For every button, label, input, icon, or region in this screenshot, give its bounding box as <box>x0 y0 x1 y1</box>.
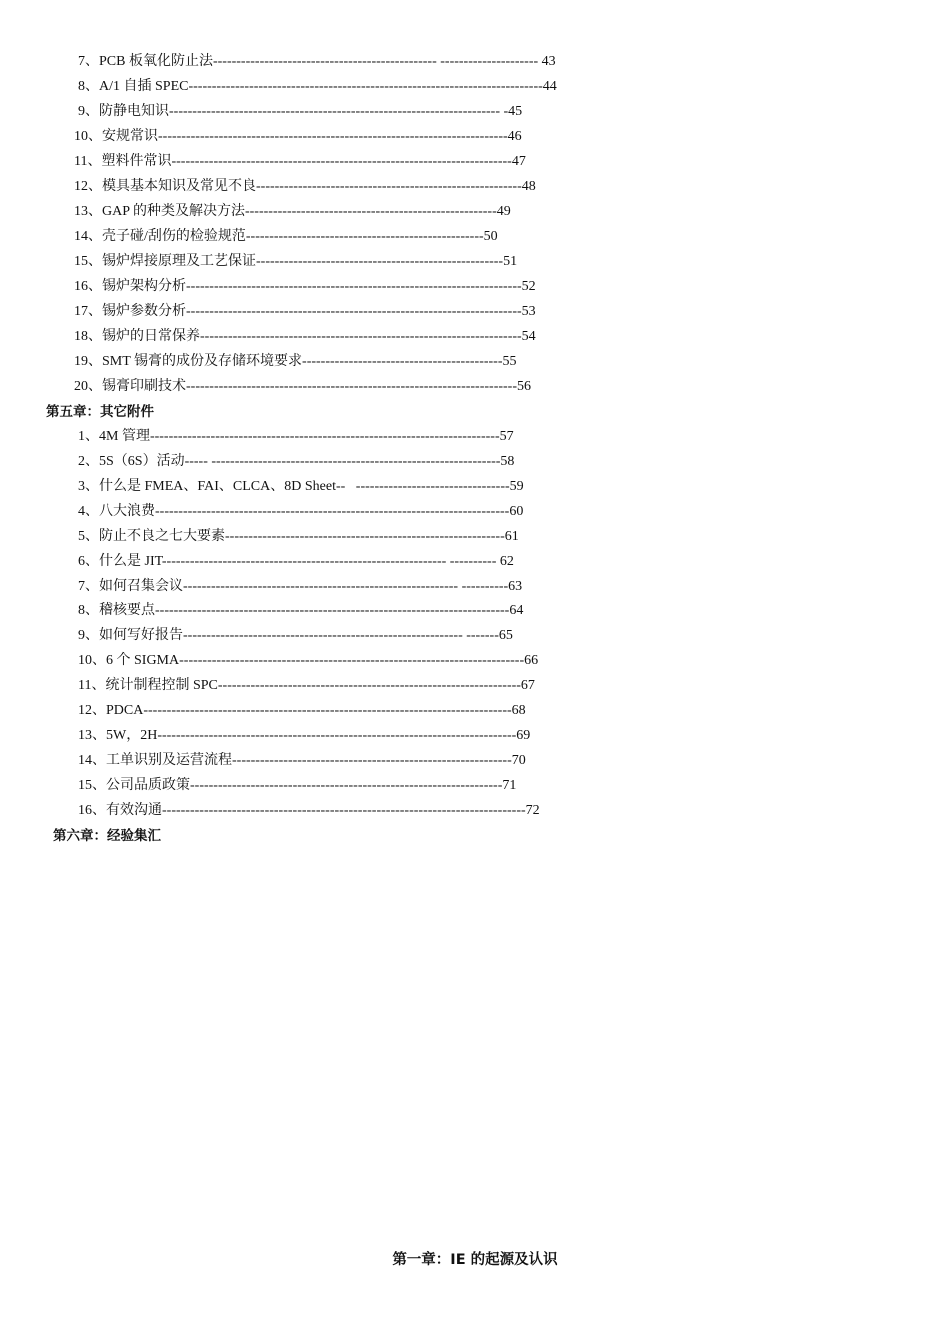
toc-entry[interactable]: 8、稽核要点----------------------------------------------------------------------------64 <box>78 603 524 618</box>
toc-entry[interactable]: 13、GAP 的种类及解决方法------------------------------------------------------49 <box>74 204 511 219</box>
chapter-one-heading: 第一章：IE 的起源及认识 <box>392 1252 558 1268</box>
toc-entry[interactable]: 7、PCB 板氧化防止法------------------------------------------------ --------------------- 43 <box>78 54 556 69</box>
toc-entry[interactable]: 14、壳子碰/刮伤的检验规范---------------------------------------------------50 <box>74 229 498 244</box>
toc-entry[interactable]: 11、统计制程控制 SPC-----------------------------------------------------------------67 <box>78 678 535 693</box>
toc-entry[interactable]: 16、锡炉架构分析------------------------------------------------------------------------52 <box>74 279 536 294</box>
toc-entry[interactable]: 5、防止不良之七大要素------------------------------------------------------------61 <box>78 529 519 544</box>
toc-entry[interactable]: 12、模具基本知识及常见不良---------------------------------------------------------48 <box>74 179 536 194</box>
toc-entry[interactable]: 11、塑料件常识-------------------------------------------------------------------------47 <box>74 154 526 169</box>
toc-entry[interactable]: 2、5S（6S）活动----- --------------------------------------------------------------58 <box>78 454 515 469</box>
chapter-heading-6[interactable]: 第六章：经验集汇 <box>53 828 161 844</box>
toc-entry[interactable]: 18、锡炉的日常保养---------------------------------------------------------------------54 <box>74 329 536 344</box>
toc-entry[interactable]: 7、如何召集会议----------------------------------------------------------- ----------63 <box>78 579 523 594</box>
toc-entry[interactable]: 9、如何写好报告------------------------------------------------------------ -------65 <box>78 628 513 643</box>
toc-entry[interactable]: 15、公司品质政策-------------------------------------------------------------------71 <box>78 778 517 793</box>
toc-entry[interactable]: 8、A/1 自插 SPEC----------------------------------------------------------------------------44 <box>78 79 557 94</box>
toc-entry[interactable]: 10、安规常识---------------------------------------------------------------------------46 <box>74 129 522 144</box>
toc-entry[interactable]: 1、4M 管理---------------------------------------------------------------------------57 <box>78 429 514 444</box>
toc-entry[interactable]: 20、锡膏印刷技术-----------------------------------------------------------------------56 <box>74 379 532 394</box>
toc-entry[interactable]: 12、PDCA-------------------------------------------------------------------------------68 <box>78 703 526 718</box>
toc-entry[interactable]: 14、工单识别及运营流程------------------------------------------------------------70 <box>78 753 526 768</box>
toc-entry[interactable]: 15、锡炉焊接原理及工艺保证-----------------------------------------------------51 <box>74 254 518 269</box>
toc-entry[interactable]: 6、什么是 JIT------------------------------------------------------------- ---------- 62 <box>78 554 514 569</box>
toc-entry[interactable]: 17、锡炉参数分析------------------------------------------------------------------------53 <box>74 304 536 319</box>
toc-entry[interactable]: 3、什么是 FMEA、FAI、CLCA、8D Sheet-- ---------------------------------59 <box>78 479 524 494</box>
toc-entry[interactable]: 13、5W，2H-----------------------------------------------------------------------------69 <box>78 728 531 743</box>
toc-entry[interactable]: 16、有效沟通------------------------------------------------------------------------------72 <box>78 803 540 818</box>
toc-entry[interactable]: 9、防静电知识----------------------------------------------------------------------- -45 <box>78 104 523 119</box>
toc-entry[interactable]: 4、八大浪费----------------------------------------------------------------------------60 <box>78 504 524 519</box>
chapter-heading-5[interactable]: 第五章：其它附件 <box>46 404 154 420</box>
toc-entry[interactable]: 10、6 个 SIGMA--------------------------------------------------------------------------66 <box>78 653 539 668</box>
toc-entry[interactable]: 19、SMT 锡膏的成份及存储环境要求-------------------------------------------55 <box>74 354 517 369</box>
